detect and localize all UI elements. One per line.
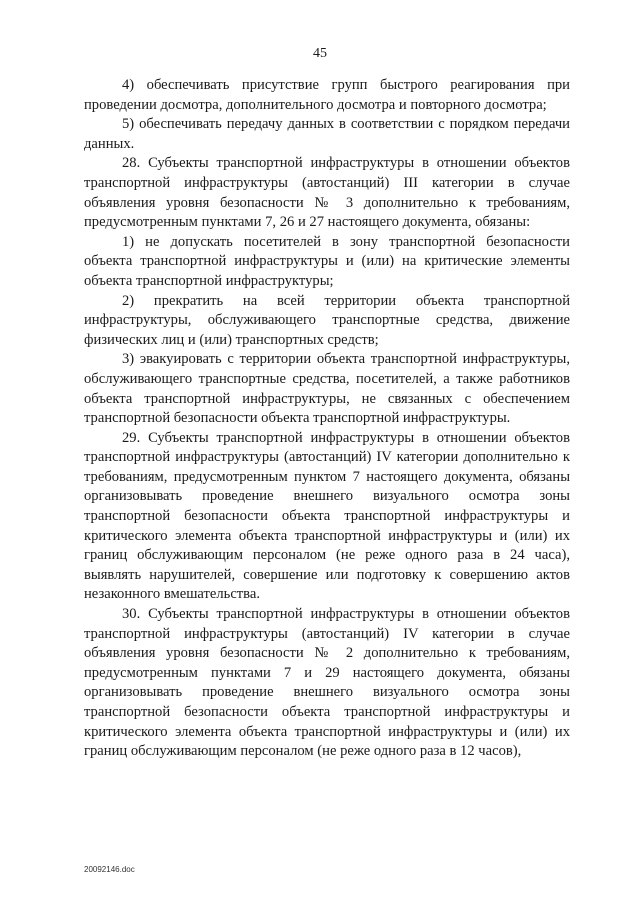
paragraph-item-4: 4) обеспечивать присутствие групп быстрого реагирования при проведении досмотра, дополнительного досмотра и повторного досмотра; <box>84 77 570 113</box>
paragraph-clause-28-item-2: 2) прекратить на всей территории объекта транспортной инфраструктуры, обслуживающего транспортные средства, движение физических лиц и (или) транспортных средств; <box>84 292 570 348</box>
document-body <box>84 76 570 762</box>
paragraph-clause-28-item-3: 3) эвакуировать с территории объекта транспортной инфраструктуры, обслуживающего транспортные средства, посетителей, а также работников объекта транспортной инфраструктуры, не связанных с обеспечением транспортной безопасности объекта транспортной инфраструктуры. <box>84 351 570 427</box>
paragraph-clause-28: 28. Субъекты транспортной инфраструктуры в отношении объектов транспортной инфраструктуры (автостанций) III категории в случае объявления уровня безопасности № 3 дополнительно к требованиям, предусмотренным пунктами 7, 26 и 27 настоящего документа, обязаны: <box>84 155 570 231</box>
paragraph-item-5: 5) обеспечивать передачу данных в соответствии с порядком передачи данных. <box>84 116 570 152</box>
paragraph-clause-30: 30. Субъекты транспортной инфраструктуры в отношении объектов транспортной инфраструктуры (автостанций) IV категории в случае объявления уровня безопасности № 2 дополнительно к требованиям, предусмотренным пунктами 7 и 29 настоящего документа, обязаны организовывать проведение внешнего визуального осмотра зоны транспортной безопасности объекта транспортной инфраструктуры и критического элемента объекта транспортной инфраструктуры и (или) их границ обслуживающим персоналом (не реже одного раза в 12 часов), <box>84 606 570 760</box>
page-number: 45 <box>313 46 327 61</box>
footer-filename: 20092146.doc <box>84 865 135 874</box>
paragraph-clause-29: 29. Субъекты транспортной инфраструктуры в отношении объектов транспортной инфраструктуры (автостанций) IV категории дополнительно к требованиям, предусмотренным пунктом 7 настоящего документа, обязаны организовывать проведение внешнего визуального осмотра зоны транспортной безопасности объекта транспортной инфраструктуры и критического элемента объекта транспортной инфраструктуры и (или) их границ обслуживающим персоналом (не реже одного раза в 24 часа), выявлять нарушителей, совершение или подготовку к совершению актов незаконного вмешательства. <box>84 429 570 603</box>
paragraph-clause-28-item-1: 1) не допускать посетителей в зону транспортной безопасности объекта транспортной инфраструктуры и (или) на критические элементы объекта транспортной инфраструктуры; <box>84 233 570 289</box>
